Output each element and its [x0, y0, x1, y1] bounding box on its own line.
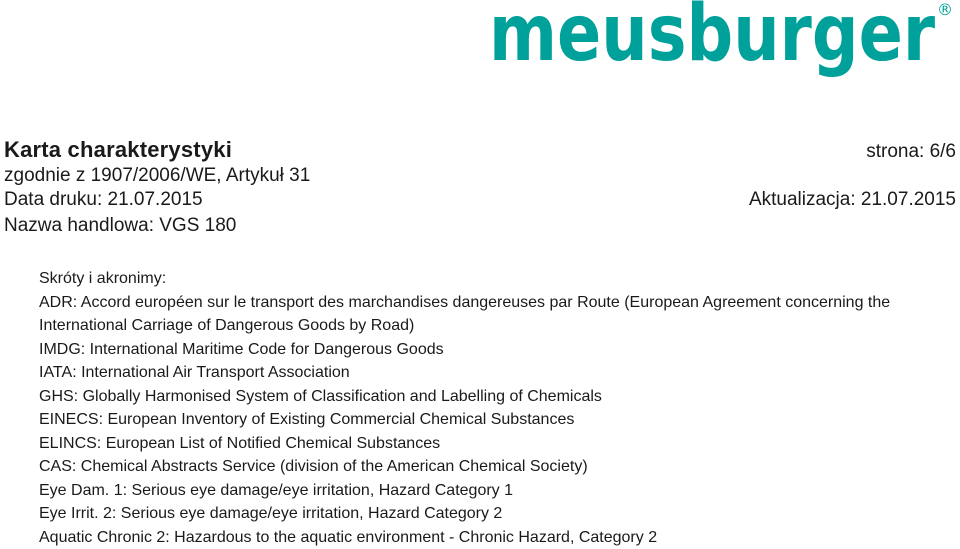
abbreviation-line: CAS: Chemical Abstracts Service (division of the American Chemical Society)	[39, 455, 954, 479]
abbreviation-line: EINECS: European Inventory of Existing Commercial Chemical Substances	[39, 408, 954, 432]
abbreviation-line: IMDG: International Maritime Code for Dangerous Goods	[39, 338, 954, 362]
section-heading: Skróty i akronimy:	[39, 267, 954, 291]
update-date: Aktualizacja: 21.07.2015	[749, 188, 956, 212]
regulation-reference: zgodnie z 1907/2006/WE, Artykuł 31	[4, 164, 310, 188]
abbreviation-line: Eye Dam. 1: Serious eye damage/eye irritation, Hazard Category 1	[39, 479, 954, 503]
logo-wordmark: meusburger	[489, 0, 935, 79]
meusburger-logo	[489, 0, 960, 82]
abbreviation-line: Aquatic Chronic 2: Hazardous to the aquatic environment - Chronic Hazard, Category 2	[39, 526, 954, 549]
print-date: Data druku: 21.07.2015	[4, 188, 203, 212]
abbreviation-line: GHS: Globally Harmonised System of Classification and Labelling of Chemicals	[39, 385, 954, 409]
page-number: strona: 6/6	[866, 140, 956, 164]
abbreviation-line: IATA: International Air Transport Association	[39, 361, 954, 385]
abbreviation-line: ELINCS: European List of Notified Chemical Substances	[39, 432, 954, 456]
trade-name: Nazwa handlowa: VGS 180	[4, 214, 236, 238]
abbreviation-line: ADR: Accord européen sur le transport des marchandises dangereuses par Route (European Agreement concerning the International Carriage of Dangerous Goods by Road)	[39, 291, 954, 338]
document-title: Karta charakterystyki	[4, 138, 232, 162]
abbreviation-line: Eye Irrit. 2: Serious eye damage/eye irritation, Hazard Category 2	[39, 502, 954, 526]
abbreviations-section	[39, 267, 954, 549]
registered-mark: ®	[937, 0, 953, 19]
